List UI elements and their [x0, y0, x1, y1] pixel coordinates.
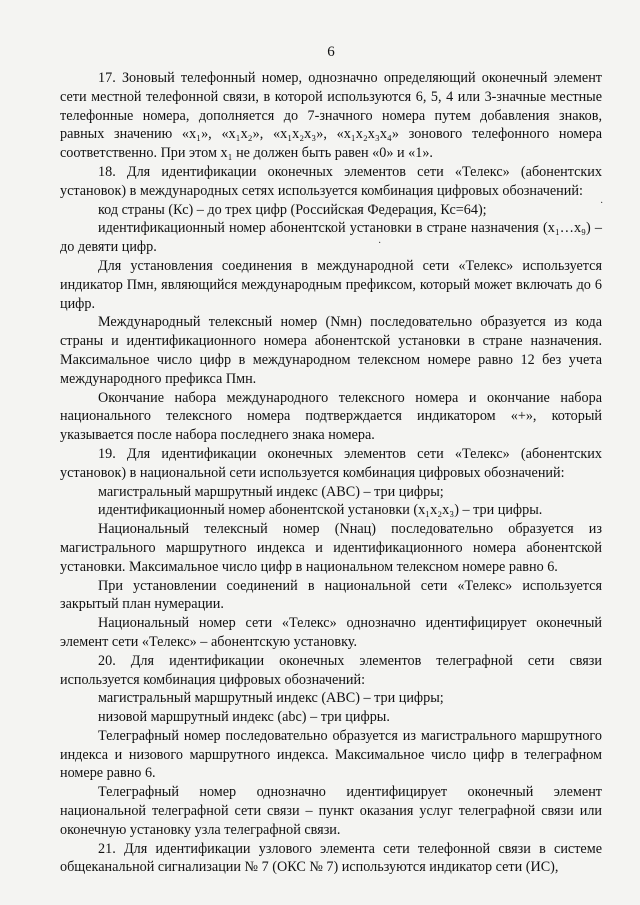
paragraph: 20. Для идентификации оконечных элементов телеграфной сети связи используется комбинация цифровых обозначений:: [60, 652, 602, 688]
page-number: 6: [327, 44, 335, 60]
scan-speck: ·: [378, 238, 382, 249]
scan-speck: ·: [600, 198, 604, 209]
list-item: магистральный маршрутный индекс (ABC) – три цифры;: [98, 483, 444, 500]
paragraph: Окончание набора международного телексного номера и окончание набора национального телексного номера подтверждается индикатором «+», который указывается после набора последнего знака номера.: [60, 389, 602, 444]
document-body: [60, 69, 602, 877]
paragraph: 18. Для идентификации оконечных элементов сети «Телекс» (абонентских установок) в международных сетях используется комбинация цифровых обозначений:: [60, 163, 602, 199]
list-item: низовой маршрутный индекс (abc) – три цифры.: [98, 709, 390, 726]
paragraph: Телеграфный номер последовательно образуется из магистрального маршрутного индекса и низового маршрутного индекса. Максимальное число цифр в телеграфном номере равно 6.: [60, 727, 602, 782]
list-item: магистральный маршрутный индекс (ABC) – три цифры;: [98, 690, 444, 707]
paragraph: идентификационный номер абонентской установки в стране назначения (x₁…x₉) – до девяти цифр.: [60, 220, 602, 256]
paragraph: Национальный номер сети «Телекс» однозначно идентифицирует оконечный элемент сети «Телекс» – абонентскую установку.: [60, 615, 602, 650]
paragraph: 17. Зоновый телефонный номер, однозначно определяющий оконечный элемент сети местной телефонной связи, в которой используются 6, 5, 4 или 3-значные местные телефонные номера, дополняется до 7-значного номера путем добавления знаков, равных значению «x₁», «x₁x₂», «x₁x₂x₃», «x₁x₂x₃x₄» зонового телефонного номера соответственно. При этом x₁ не должен быть равен «0» и «1».: [60, 70, 602, 162]
list-item: код страны (Кс) – до трех цифр (Российская Федерация, Кс=64);: [98, 201, 487, 218]
paragraph: Телеграфный номер однозначно идентифицирует оконечный элемент национальной телеграфной сети связи – пункт оказания услуг телеграфной связи или оконечную установку узла телеграфной связи.: [60, 784, 602, 838]
paragraph: 21. Для идентификации узлового элемента сети телефонной связи в системе общеканальной сигнализации № 7 (ОКС № 7) используются индикатор сети (ИС),: [60, 840, 602, 876]
paragraph: 19. Для идентификации оконечных элементов сети «Телекс» (абонентских установок) в национальной сети используется комбинация цифровых обозначений:: [60, 445, 602, 481]
paragraph: Для установления соединения в международной сети «Телекс» используется индикатор Пмн, являющийся международным префиксом, который может включать до 6 цифр.: [60, 257, 602, 312]
paragraph: Международный телексный номер (Nмн) последовательно образуется из кода страны и идентификационного номера абонентской установки в стране назначения. Максимальное число цифр в международном телексном номере равно 12 без учета международного префикса Пмн.: [60, 314, 602, 387]
paragraph: Национальный телексный номер (Nнац) последовательно образуется из магистрального маршрутного индекса и идентификационного номера абонентской установки. Максимальное число цифр в национальном телексном номере равно 6.: [60, 521, 602, 575]
list-item: идентификационный номер абонентской установки (x₁x₂x₃) – три цифры.: [98, 502, 543, 519]
paragraph: При установлении соединений в национальной сети «Телекс» используется закрытый план нумерации.: [60, 577, 602, 613]
